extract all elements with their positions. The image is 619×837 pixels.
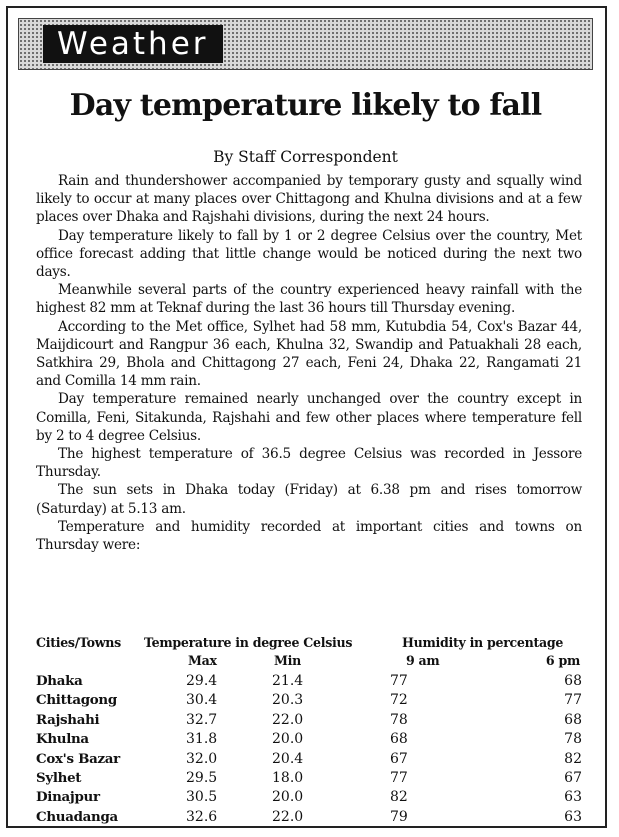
table-row xyxy=(36,672,582,691)
paragraph: The highest temperature of 36.5 degree Celsius was recorded in Jessore Thursday. xyxy=(36,446,582,481)
header-9am: 9 am xyxy=(406,653,440,668)
paragraph: Meanwhile several parts of the country experienced heavy rainfall with the highest 82 mm at Teknaf during the last 36 hours till Thursday evening. xyxy=(36,282,582,317)
table-row xyxy=(36,711,582,730)
paragraph: The sun sets in Dhaka today (Friday) at 6.38 pm and rises tomorrow (Saturday) at 5.13 am. xyxy=(36,482,582,517)
cell-humidity-9am: 67 xyxy=(390,750,408,767)
byline: By Staff Correspondent xyxy=(213,148,398,166)
cell-min: 20.0 xyxy=(272,789,304,806)
cell-min: 18.0 xyxy=(272,770,304,787)
cell-city: Dinajpur xyxy=(36,789,100,806)
cell-humidity-9am: 78 xyxy=(390,711,408,728)
cell-max: 31.8 xyxy=(186,731,218,748)
header-6pm: 6 pm xyxy=(545,653,580,668)
weather-table xyxy=(36,672,582,827)
section-label: Weather xyxy=(43,25,223,63)
cell-max: 32.0 xyxy=(186,750,218,767)
cell-min: 20.0 xyxy=(272,731,304,748)
cell-city: Chuadanga xyxy=(36,808,118,825)
cell-humidity-6pm: 82 xyxy=(564,750,582,767)
table-row xyxy=(36,730,582,749)
article-body xyxy=(36,172,582,554)
table-row xyxy=(36,788,582,807)
paragraph: According to the Met office, Sylhet had 58 mm, Kutubdia 54, Cox's Bazar 44, Maijdicourt and Rangpur 36 each, Khulna 32, Swandip and Patuakhali 28 each, Satkhira 29, Bhola and Chittagong 27 each, Feni 24, Dhaka 22, Rangamati 21 and Comilla 14 mm rain. xyxy=(36,318,582,390)
cell-min: 22.0 xyxy=(272,711,304,728)
cell-humidity-6pm: 68 xyxy=(564,673,582,689)
table-row xyxy=(36,750,582,769)
table-row xyxy=(36,808,582,827)
table-row xyxy=(36,769,582,788)
header-temperature: Temperature in degree Celsius xyxy=(144,635,353,650)
cell-max: 32.7 xyxy=(186,711,218,728)
cell-humidity-6pm: 67 xyxy=(564,770,582,787)
cell-humidity-9am: 77 xyxy=(390,770,408,787)
table-header xyxy=(36,633,582,671)
paragraph: Day temperature remained nearly unchanged over the country except in Comilla, Feni, Sitakunda, Rajshahi and few other places where temperature fell by 2 to 4 degree Celsius. xyxy=(36,391,582,444)
cell-city: Cox's Bazar xyxy=(36,750,120,767)
cell-max: 32.6 xyxy=(186,808,218,825)
header-min: Min xyxy=(274,653,301,668)
cell-min: 21.4 xyxy=(272,673,304,689)
header-max: Max xyxy=(188,653,217,668)
cell-min: 20.3 xyxy=(272,692,304,709)
cell-humidity-9am: 68 xyxy=(390,731,408,748)
paragraph: Day temperature likely to fall by 1 or 2 degree Celsius over the country, Met office forecast adding that little change would be noticed during the next two days. xyxy=(36,227,582,281)
cell-min: 22.0 xyxy=(272,808,304,825)
cell-city: Rajshahi xyxy=(36,711,100,728)
header-humidity: Humidity in percentage xyxy=(402,635,564,650)
table-row xyxy=(36,691,582,710)
headline: Day temperature likely to fall xyxy=(69,88,542,123)
cell-city: Dhaka xyxy=(36,673,83,689)
cell-humidity-9am: 82 xyxy=(390,789,408,806)
cell-max: 29.4 xyxy=(186,673,218,689)
cell-city: Sylhet xyxy=(36,770,82,787)
cell-humidity-9am: 77 xyxy=(390,673,408,689)
cell-humidity-6pm: 78 xyxy=(564,731,582,748)
header-cities: Cities/Towns xyxy=(36,635,121,650)
cell-min: 20.4 xyxy=(272,750,304,767)
cell-city: Chittagong xyxy=(36,692,117,709)
cell-humidity-6pm: 63 xyxy=(564,789,582,806)
cell-humidity-6pm: 63 xyxy=(564,808,582,825)
cell-max: 30.4 xyxy=(186,692,218,709)
cell-humidity-9am: 72 xyxy=(390,692,408,709)
cell-humidity-6pm: 68 xyxy=(564,711,582,728)
paragraph: Rain and thundershower accompanied by temporary gusty and squally wind likely to occur at many places over Chittagong and Khulna divisions and at a few places over Dhaka and Rajshahi divisions, during the next 24 hours. xyxy=(36,173,582,226)
cell-max: 29.5 xyxy=(186,770,218,787)
cell-max: 30.5 xyxy=(186,789,218,806)
cell-city: Khulna xyxy=(36,731,89,748)
section-banner xyxy=(18,18,593,70)
cell-humidity-6pm: 77 xyxy=(564,692,582,709)
cell-humidity-9am: 79 xyxy=(390,808,408,825)
paragraph: Temperature and humidity recorded at important cities and towns on Thursday were: xyxy=(36,518,582,554)
